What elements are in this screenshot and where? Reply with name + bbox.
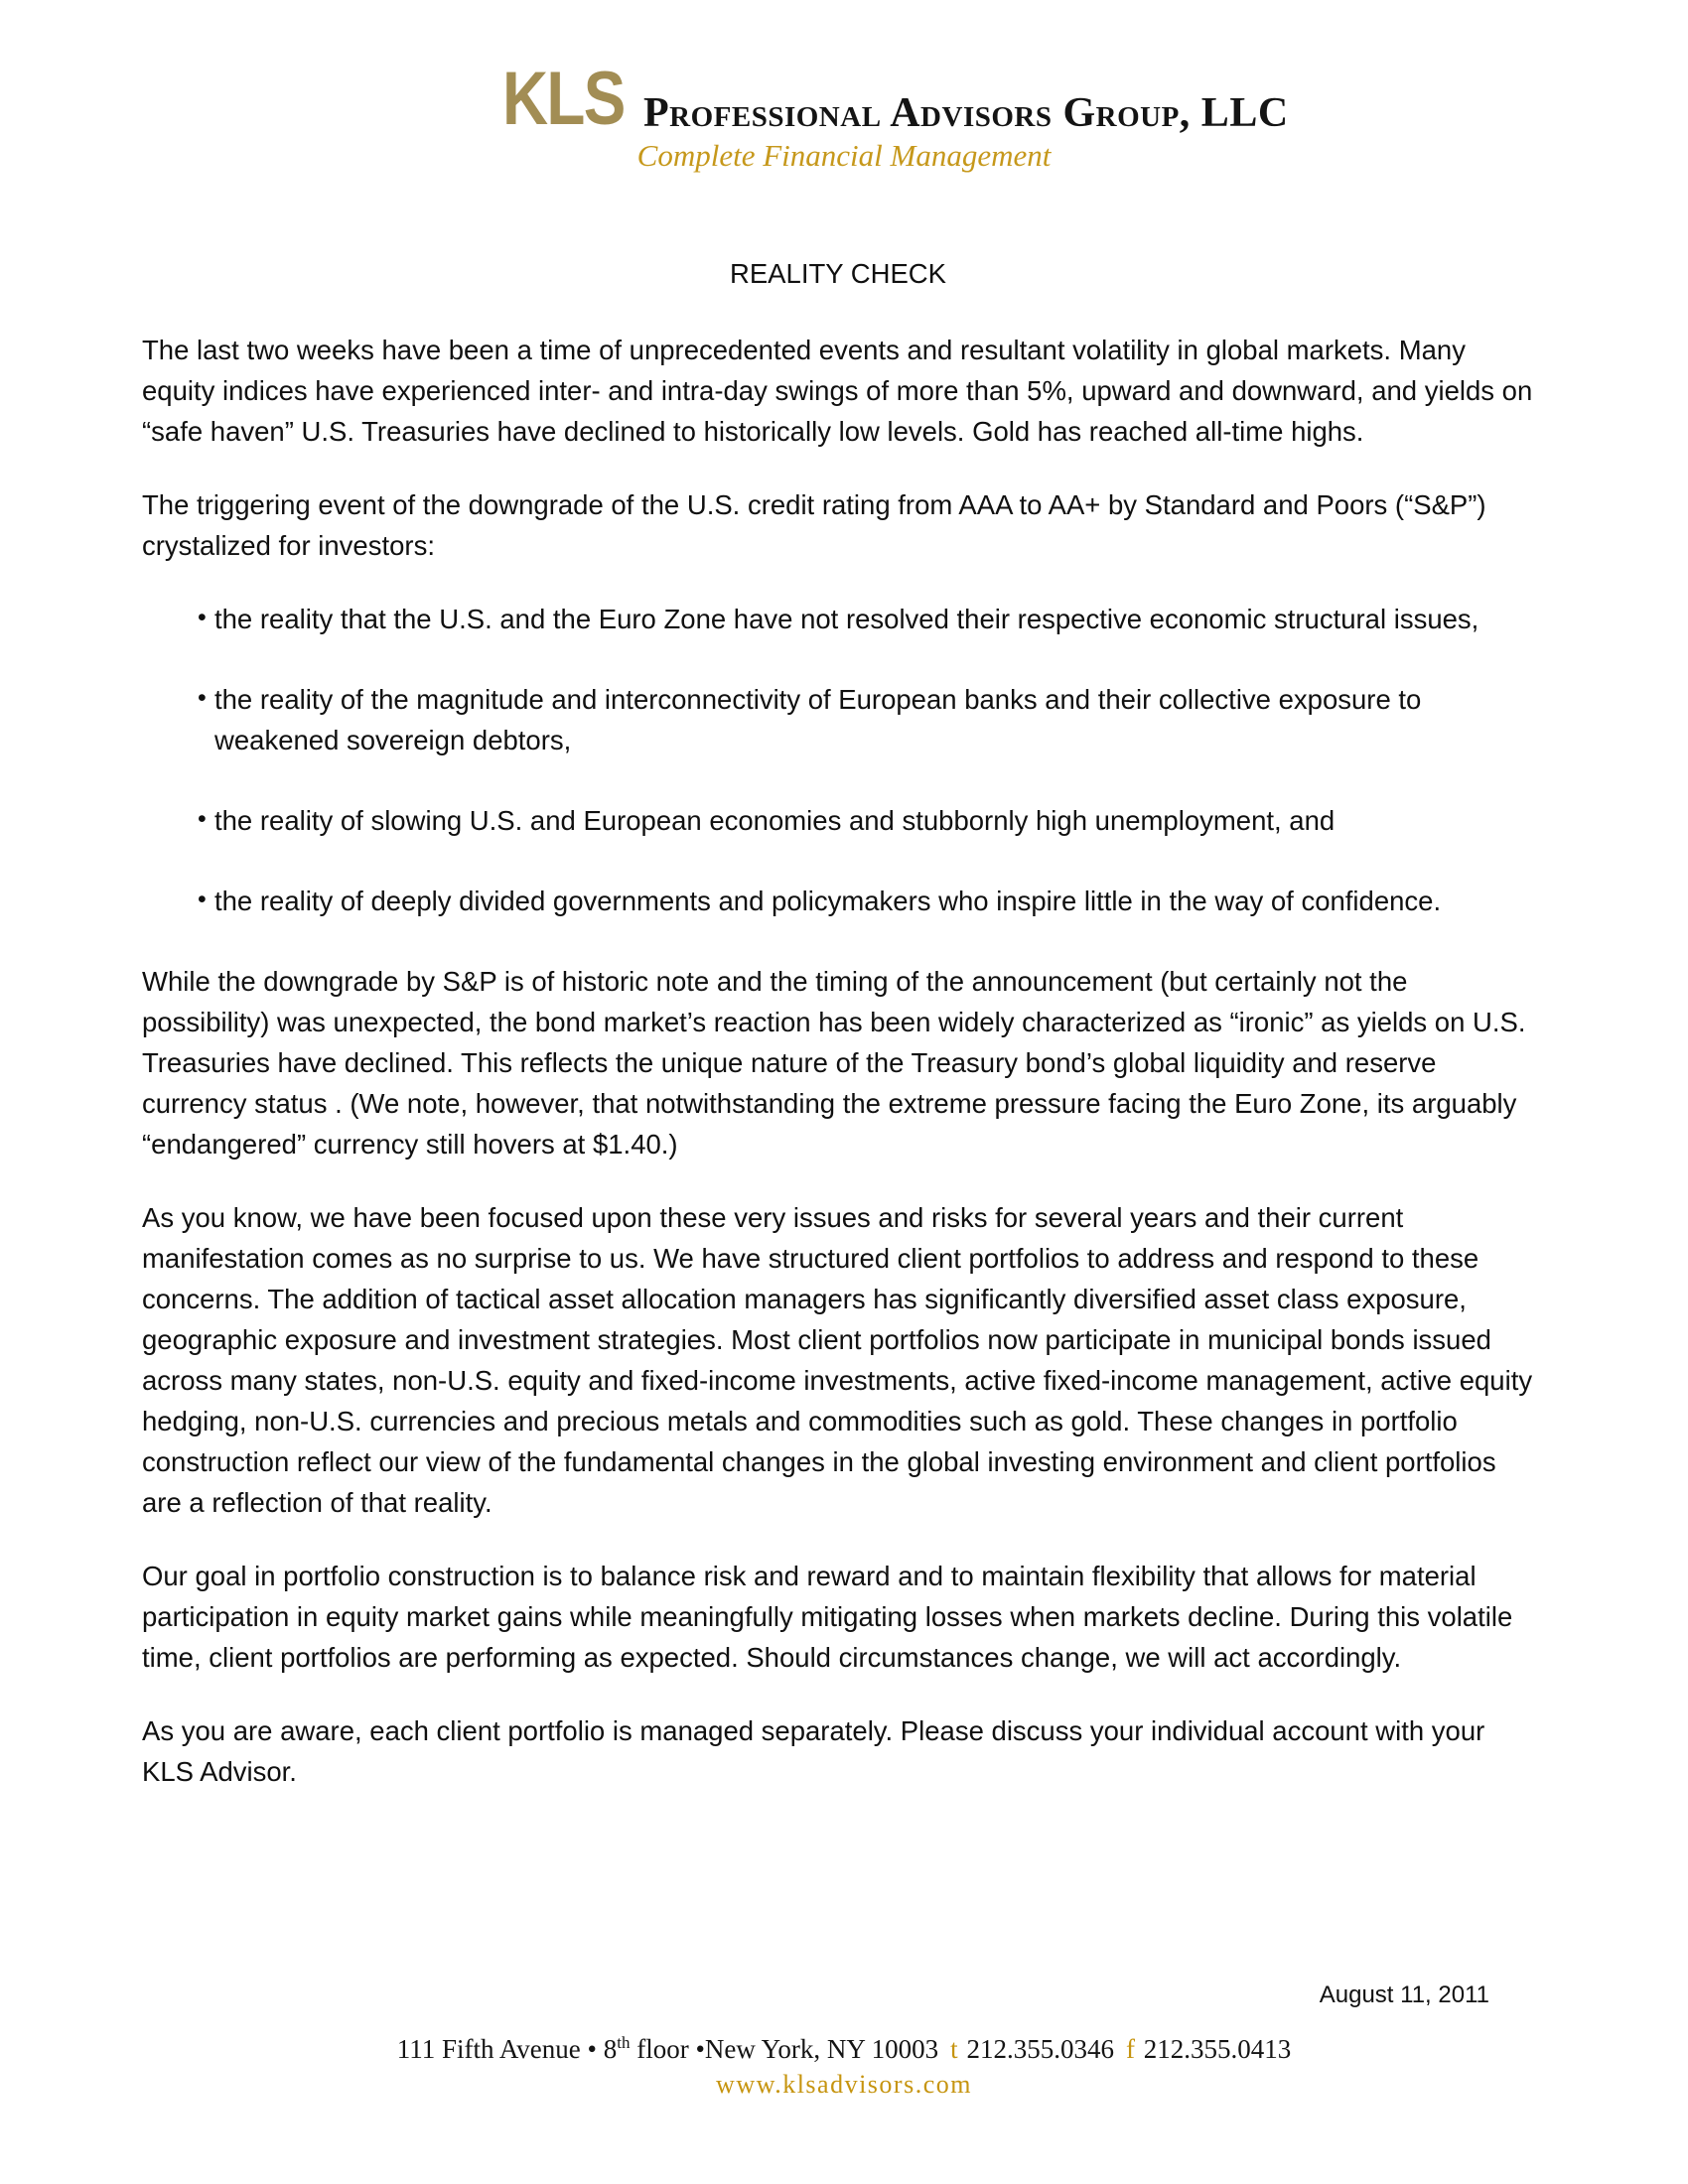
footer-address-text: 111 Fifth Avenue • 8: [396, 2034, 618, 2064]
bullet-text: the reality of the magnitude and interconnectivity of European banks and their collective exposure to weakened sovereign debtors,: [214, 684, 1422, 755]
footer-address: [0, 2033, 1688, 2065]
company-logo: KLS: [502, 57, 625, 141]
bullet-item: [142, 800, 1534, 841]
bullet-item: [142, 599, 1534, 639]
bullet-text: the reality of slowing U.S. and European economies and stubbornly high unemployment, and: [214, 805, 1336, 836]
bullet-text: the reality that the U.S. and the Euro Zone have not resolved their respective economic structural issues,: [214, 604, 1479, 634]
footer-website: www.klsadvisors.com: [716, 2070, 972, 2099]
document-body: [142, 253, 1534, 1825]
fax-number: 212.355.0413: [1143, 2034, 1292, 2064]
tel-label: t: [950, 2034, 958, 2064]
paragraph: The last two weeks have been a time of unprecedented events and resultant volatility in global markets. Many equity indices have experienced inter- and intra-day swings of more than 5%, upward and downward, and yields on “safe haven” U.S. Treasuries have declined to historically low levels. Gold has reached all-time highs.: [142, 335, 1533, 447]
document-date: August 11, 2011: [1319, 1981, 1489, 2008]
bullet-marker: •: [198, 886, 207, 913]
paragraph: As you are aware, each client portfolio is managed separately. Please discuss your individual account with your KLS Advisor.: [142, 1715, 1485, 1787]
paragraph: Our goal in portfolio construction is to balance risk and reward and to maintain flexibility that allows for material participation in equity market gains while meaningfully mitigating losses when markets decline. During this volatile time, client portfolios are performing as expected. Should circumstances change, we will act accordingly.: [142, 1561, 1513, 1673]
bullet-marker: •: [198, 604, 207, 631]
footer: [0, 2033, 1688, 2100]
paragraph: As you know, we have been focused upon these very issues and risks for several years and their current manifestation comes as no surprise to us. We have structured client portfolios to address and respond to these concerns. The addition of tactical asset allocation managers has significantly diversified asset class exposure, geographic exposure and investment strategies. Most client portfolios now participate in municipal bonds issued across many states, non-U.S. equity and fixed-income investments, active fixed-income management, active equity hedging, non-U.S. currencies and precious metals and commodities such as gold. These changes in portfolio construction reflect our view of the fundamental changes in the global investing environment and client portfolios are a reflection of that reality.: [142, 1202, 1533, 1518]
bullet-item: [142, 881, 1534, 921]
paragraph: While the downgrade by S&P is of historic note and the timing of the announcement (but certainly not the possibility) was unexpected, the bond market’s reaction has been widely characterized as “ironic” as yields on U.S. Treasuries have declined. This reflects the unique nature of the Treasury bond’s global liquidity and reserve currency status . (We note, however, that notwithstanding the extreme pressure facing the Euro Zone, its arguably “endangered” currency still hovers at $1.40.): [142, 966, 1526, 1160]
paragraph: The triggering event of the downgrade of the U.S. credit rating from AAA to AA+ by Standard and Poors (“S&P”) crystalized for investors:: [142, 489, 1486, 561]
bullet-marker: •: [198, 684, 207, 712]
bullet-item: [142, 679, 1534, 760]
fax-label: f: [1125, 2034, 1135, 2064]
bullet-text: the reality of deeply divided governments and policymakers who inspire little in the way of confidence.: [214, 886, 1442, 916]
bullet-marker: •: [198, 805, 207, 833]
footer-floor-superscript: th: [617, 2033, 631, 2052]
footer-address-text: floor •New York, NY 10003: [630, 2034, 939, 2064]
company-tagline: Complete Financial Management: [636, 138, 1052, 173]
company-name: Professional Advisors Group, LLC: [643, 90, 1289, 136]
bullet-list: [142, 599, 1534, 921]
document-title: REALITY CHECK: [729, 258, 947, 289]
tel-number: 212.355.0346: [966, 2034, 1114, 2064]
